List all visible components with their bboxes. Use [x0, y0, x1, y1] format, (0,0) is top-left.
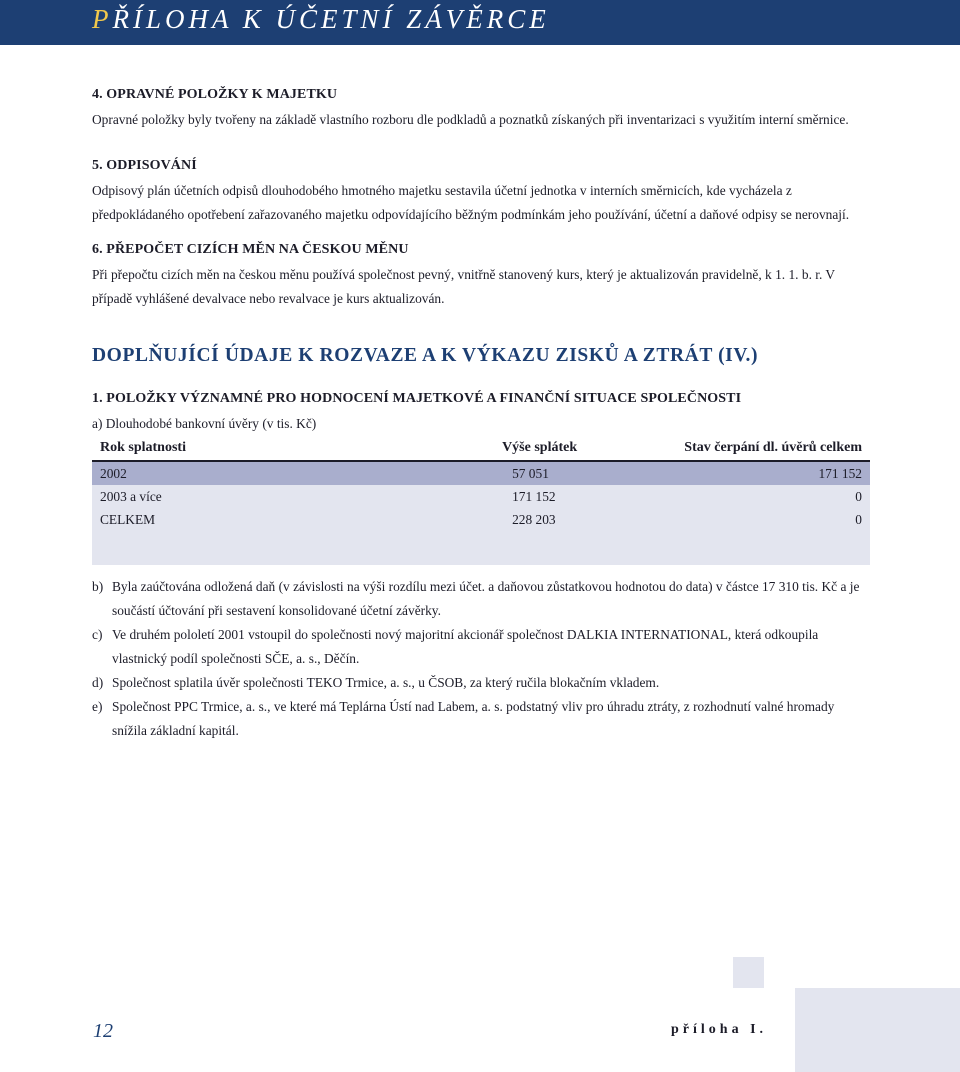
notes-list: [92, 575, 870, 743]
table-cell: 57 051: [212, 461, 642, 485]
section-4-text: Opravné položky byly tvořeny na základě vlastního rozboru dle podkladů a poznatků získaných při inventarizaci s využitím interní směrnice.: [92, 112, 849, 127]
table-cell: 228 203: [212, 508, 642, 531]
table-row: [92, 485, 870, 508]
table-cell: 171 152: [212, 485, 642, 508]
col-header-installment: Výše splátek: [212, 436, 642, 461]
footer-section-label: příloha I.: [671, 1022, 768, 1037]
list-item-letter: c): [92, 627, 103, 642]
decor-square-right: [795, 988, 960, 1072]
header-title-rest: ŘÍLOHA K ÚČETNÍ ZÁVĚRCE: [112, 4, 550, 34]
col-header-maturity-year: Rok splatnosti: [92, 436, 212, 461]
list-item-text: Společnost splatila úvěr společnosti TEKO Trmice, a. s., u ČSOB, za který ručila blokačním vkladem.: [112, 675, 660, 690]
table-row: [92, 508, 870, 531]
list-item: [92, 575, 870, 623]
col-header-balance: Stav čerpání dl. úvěrů celkem: [642, 436, 870, 461]
section-6-text: Při přepočtu cizích měn na českou měnu používá společnost pevný, vnitřně stanovený kurs, který je aktualizován pravidelně, k 1. 1. b. r. V případě vyhlášené devalvace nebo revalvace je kurs aktualizován.: [92, 267, 835, 306]
section-5-heading: 5. ODPISOVÁNÍ: [92, 158, 197, 173]
document-content: [92, 84, 870, 743]
header-title-initial: P: [92, 4, 113, 34]
list-item-letter: d): [92, 675, 104, 690]
supplement-heading: DOPLŇUJÍCÍ ÚDAJE K ROZVAZE A K VÝKAZU ZISKŮ A ZTRÁT (IV.): [92, 345, 759, 366]
table-cell: 2002: [92, 461, 212, 485]
page-number: 12: [93, 1020, 113, 1042]
decor-square-mid: [733, 988, 795, 1018]
list-item: [92, 671, 870, 695]
section-6-heading: 6. PŘEPOČET CIZÍCH MĚN NA ČESKOU MĚNU: [92, 242, 409, 257]
table-cell: CELKEM: [92, 508, 212, 531]
table-header-row: [92, 436, 870, 461]
section-4-heading: 4. OPRAVNÉ POLOŽKY K MAJETKU: [92, 87, 338, 102]
loans-table: [92, 436, 870, 565]
table-cell: 0: [642, 485, 870, 508]
list-item: [92, 623, 870, 671]
list-item-letter: e): [92, 699, 103, 714]
list-item: [92, 695, 870, 743]
supplement-subheading: 1. POLOŽKY VÝZNAMNÉ PRO HODNOCENÍ MAJETKOVÉ A FINANČNÍ SITUACE SPOLEČNOSTI: [92, 391, 742, 406]
list-item-text: Ve druhém pololetí 2001 vstoupil do společnosti nový majoritní akcionář společnost DALKIA INTERNATIONAL, která odkoupila vlastnický podíl společnosti SČE, a. s., Děčín.: [112, 627, 819, 666]
list-item-letter: b): [92, 579, 104, 594]
table-cell: 2003 a více: [92, 485, 212, 508]
table-cell: 0: [642, 508, 870, 531]
table-cell: 171 152: [642, 461, 870, 485]
list-item-text: Společnost PPC Trmice, a. s., ve které má Teplárna Ústí nad Labem, a. s. podstatný vliv pro úhradu ztráty, z rozhodnutí valné hromady snížila základní kapitál.: [112, 699, 835, 738]
table-row: [92, 461, 870, 485]
decor-square-top: [733, 957, 764, 988]
list-item-text: Byla zaúčtována odložená daň (v závislosti na výši rozdílu mezi účet. a daňovou zůstatkovou hodnotou do data) v částce 17 310 tis. Kč a je součástí účtování při sestavení konsolidované účetní závěrky.: [112, 579, 860, 618]
page-header-title: [92, 4, 550, 35]
section-5-text: Odpisový plán účetních odpisů dlouhodobého hmotného majetku sestavila účetní jednotka v interních směrnicích, kde vycházela z předpokládaného opotřebení zařazovaného majetku odpovídajícího běžným podmínkám jeho používání, účetní a daňové odpisy se nerovnají.: [92, 183, 850, 222]
loans-table-wrap: [92, 436, 870, 565]
table-caption: a) Dlouhodobé bankovní úvěry (v tis. Kč): [92, 416, 317, 431]
table-row-spacer: [92, 531, 870, 565]
